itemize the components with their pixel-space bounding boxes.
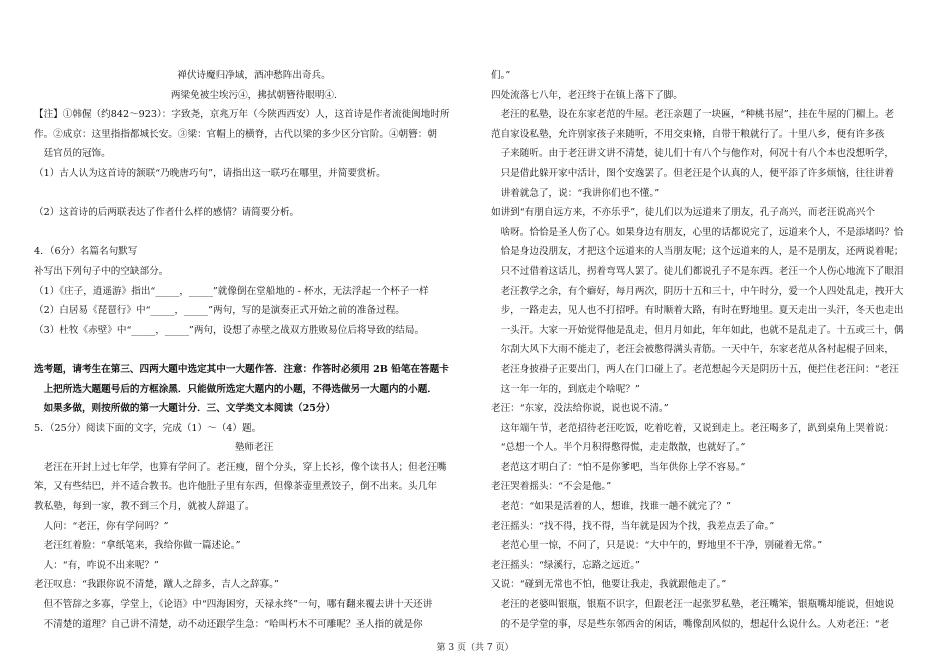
text-line: 老汪叹息：“我跟你说不清楚，蹴人之辞多，吉人之辞寡。” (34, 579, 279, 591)
text-line: 老范这才明白了：“怕不是你爹吧，当年供你上学不容易。” (491, 461, 746, 473)
text-line: 子来随听。由于老汪讲文讲不清楚，徒儿们十有八个与他作对，何况十有八个本也没想听学， (491, 148, 894, 160)
text-line: 这年端午节，老范招待老汪吃饭，吃着吃着，又说到走上。老汪喝多了，趴到桌角上哭着说： (491, 422, 894, 434)
text-line: （2）白居易《琵琶行》中“_____，_____”两句，写的是演奏正式开始之前的准备过程。 (34, 305, 405, 317)
text-line: 啥呀。恰恰是圣人伤了心。如果身边有朋友，心里的话都说完了，远道来个人，不是添堵吗？恰 (491, 226, 904, 238)
text-line: 们。” (491, 70, 511, 81)
text-line: 两梁免被尘埃污④，拂拭朝簪待眼明④. (170, 89, 338, 101)
text-line: 老汪摇头：“绿溪行，忘路之远近。” (491, 559, 640, 571)
text-line: 笨，又有些结巴，并不适合教书。也许他肚子里有东西，但像茶壶里煮饺子，倒不出来。头几年 (34, 481, 437, 493)
text-line: 禅伏诗魔归净域，酒冲愁阵出奇兵。 (177, 70, 331, 81)
text-line: 范自家设私塾，允许别家孩子来随听，不用交束脩，自带干粮就行了。十里八乡，便有许多孩 (491, 128, 885, 140)
text-line: 老汪教学之余，有个癖好，每月两次，阴历十五和三十，中午时分，爱一个人四处乱走，拽开大 (491, 285, 904, 297)
text-line: 只不过借着这话儿，拐着弯骂人罢了。徒儿们都说孔子不是东西。老汪一个人伤心地流下了眼泪 (491, 265, 904, 277)
text-line: 补写出下列句子中的空缺部分。 (34, 265, 169, 277)
text-line: 老汪身披褂子正要出门，两人在门口碰上了。老范想起今天是阴历十五，便拦住老汪问：“老汪 (491, 363, 899, 375)
text-line: 老汪哭着摇头：“不会是他。” (491, 481, 612, 493)
text-line: 只是借此躲开家中活计，图个安逸罢了。但老汪是个认真的人，便平添了许多烦恼，往往讲着 (491, 167, 894, 179)
text-line: （3）杜牧《赤壁》中“_____，_____”两句，设想了赤壁之战双方胜败易位后将导致的结局。 (34, 324, 425, 336)
text-line: 4．（6分）名篇名句默写 (34, 246, 138, 258)
text-line: 老汪红着脸：“拿纸笔来，我给你做一篇述论。” (34, 540, 241, 552)
text-line: 老汪摇头：“找不得，找不得，当年就是因为个找，我差点丢了命。” (491, 520, 775, 532)
text-line: 作。②成京：这里指指都城长安。③梁：官帽上的横脊，古代以梁的多少区分官阶。④朝簪：朝 (34, 128, 437, 140)
text-line: （1）《庄子，逍遥游》指出“_____，_____”就像倒在堂船地的 - 杯水，无法浮起一个杯子一样 (34, 285, 429, 297)
text-line: 廷官员的冠饰。 (34, 148, 111, 160)
right-column (491, 66, 913, 634)
text-line: 上把所选大题题号后的方框涂黑．只能做所选定大题内的小题，不得选做另一大题内的小题． (34, 383, 437, 395)
text-line: 老范心里一惊，不问了，只是说：“大中午的，野地里不干净，别碰着无常。” (491, 540, 823, 552)
text-line: （1）古人认为这首诗的颔联“乃晚唐巧句”，请指出这一联巧在哪里，并简要赏析。 (34, 167, 386, 179)
text-line: 人：“有，咋说不出来呢？” (34, 559, 159, 571)
text-line (34, 184, 474, 204)
text-line: 但不管辞之多寡，学堂上，《论语》中“四海困穷，天禄永终”一句，哪有翻来覆去讲十天还讲 (34, 599, 433, 611)
text-line (34, 340, 474, 360)
text-line: 老汪：“东家，没法给你说，说也说不清。” (491, 403, 669, 415)
text-line: 教私塾，每到一家，教不到三个月，就被人辞退了。 (34, 501, 255, 513)
text-line: 选考题，请考生在第三、四两大题中选定其中一大题作答．注意：作答时必须用 2B 铅笔在答题卡 (34, 363, 449, 375)
text-line: 老范：“如果是活着的人，想谁，找谁一趟不就完了？” (491, 501, 732, 513)
text-line: 尔刮大风下大雨不能走了，老汪会被憋得满头青筋。一天中午，东家老范从各村起棍子回来， (491, 344, 894, 356)
text-line: “总想一个人。半个月积得憋得慌，走走散散，也就好了。” (491, 442, 746, 454)
text-line: 步，一路走去，见人也不打招呼。有时顺着大路，有时在野地里。夏天走出一头汗，冬天也走出 (491, 305, 904, 317)
text-line: 讲着就急了，说：“我讲你们也不懂。” (491, 187, 660, 199)
text-line: 【注】①韩偓（约842～923）：字致尧，京兆万年（今陕西西安）人，这首诗是作者流徙闽地时所 (34, 109, 450, 121)
text-line: 人问：“老汪，你有学问吗？” (34, 520, 169, 532)
text-line: 四处流落七八年，老汪终于在镇上落下了脚。 (491, 89, 683, 101)
text-line: 5．（25分）阅读下面的文字，完成（1）～（4）题。 (34, 422, 262, 434)
text-line: 老汪在开封上过七年学，也算有学问了。老汪瘦，留个分头，穿上长衫，像个读书人；但老汪嘴 (34, 461, 447, 473)
text-line: 又说：“碰到无常也不怕，他要让我走，我就跟他走了。” (491, 579, 727, 591)
text-line: 如果多做，则按所做的第一大题计分．三、文学类文本阅读（25分） (34, 403, 336, 415)
text-line: 老汪的老婆叫银瓶，银瓶不识字，但跟老汪一起张罗私塾，老汪嘴笨，银瓶嘴却能说，但她说 (491, 599, 894, 611)
text-line: 不清楚的道理？自己讲不清楚，动不动还跟学生急：“哈叫朽木不可雕呢？圣人指的就是你 (34, 618, 423, 630)
text-line: 塾师老汪 (234, 442, 274, 454)
text-line (34, 223, 474, 243)
text-line: 一头汗。大家一开始觉得他是乱走，但月月如此，年年如此，也就不是乱走了。十五或三十，偶 (491, 324, 904, 336)
text-line: 这一年一年的，到底走个啥呢？” (491, 383, 640, 395)
text-line: （2）这首诗的后两联表达了作者什么样的感情？请简要分析。 (34, 207, 300, 219)
text-line: 如讲到“有朋自远方来，不亦乐乎”，徒儿们以为远道来了朋友，孔子高兴，而老汪说高兴个 (491, 207, 875, 219)
text-line: 恰是身边没朋友，才把这个远道来的人当朋友呢；这个远道来的人，是不是朋友，还两说着呢； (491, 246, 904, 258)
text-line: 老汪的私塾，设在东家老范的牛屋。老汪亲题了一块匾，“种桃书屋”，挂在牛屋的门楣上。老 (491, 109, 895, 121)
page-footer: 第 3 页（共 7 页） (436, 643, 514, 653)
left-column (34, 66, 474, 634)
text-line: 的不是学堂的事，尽是些东邻西舍的闲话，嘴像刮风似的，想起什么说什么。人劝老汪：“老 (491, 618, 890, 630)
